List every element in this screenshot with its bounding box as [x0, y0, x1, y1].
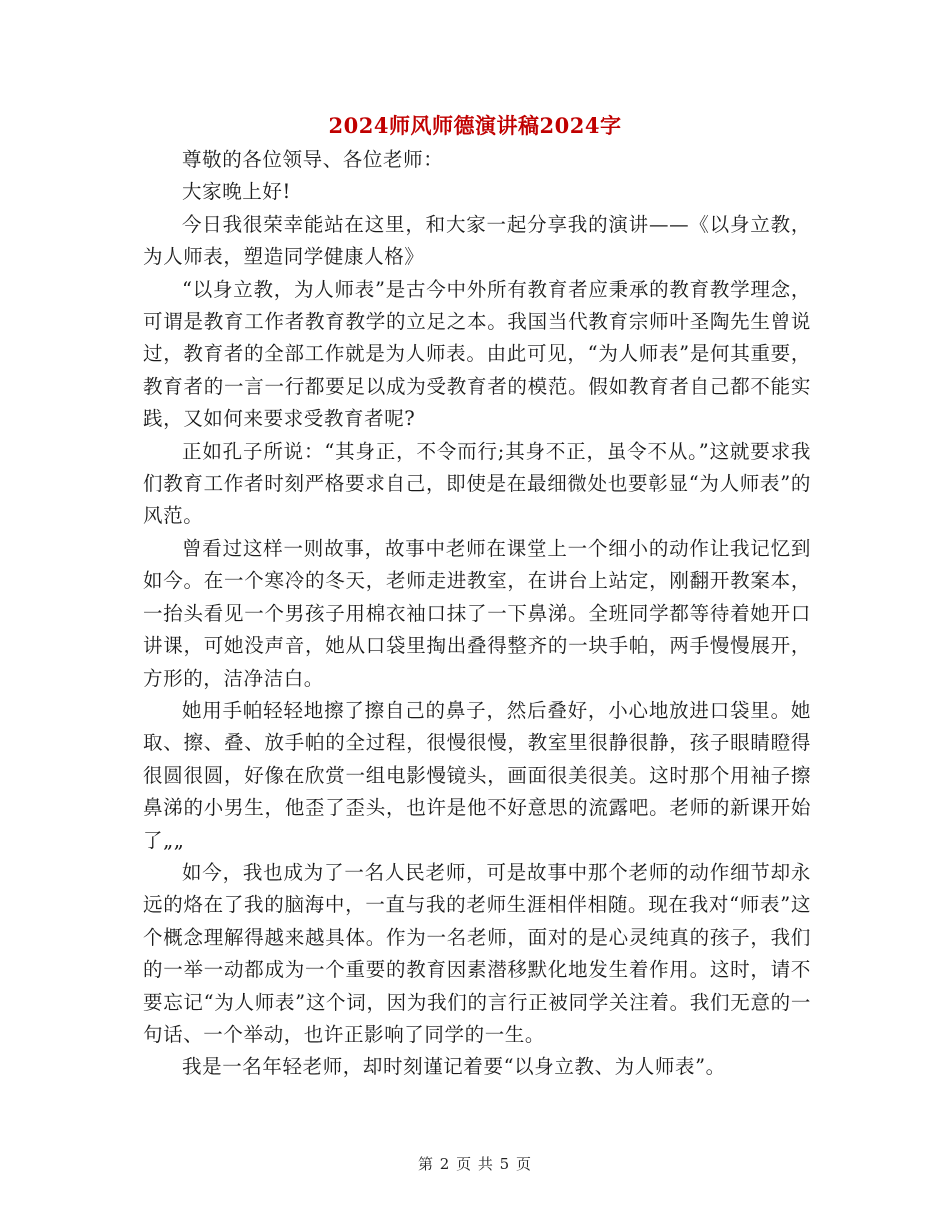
- document-title: 2024师风师德演讲稿2024字: [328, 113, 622, 138]
- page-number-footer: 第 2 页 共 5 页: [418, 1155, 532, 1173]
- paragraph-salutation: 尊敬的各位领导、各位老师：: [182, 148, 444, 171]
- document-body: [143, 144, 811, 1084]
- paragraph-handkerchief: 她用手帕轻轻地擦了擦自己的鼻子，然后叠好，小心地放进口袋里。她取、擦、叠、放手帕的全过程，很慢很慢，教室里很静很静，孩子眼睛瞪得很圆很圆，好像在欣赏一组电影慢镜头，画面很美很美。这时那个用袖子擦鼻涕的小男生，他歪了歪头，也许是他不好意思的流露吧。老师的新课开始了„„: [143, 698, 811, 852]
- paragraph-reflection: 如今，我也成为了一名人民老师，可是故事中那个老师的动作细节却永远的烙在了我的脑海中，一直与我的老师生涯相伴相随。现在我对“师表”这个概念理解得越来越具体。作为一名老师，面对的是心灵纯真的孩子，我们的一举一动都成为一个重要的教育因素潜移默化地发生着作用。这时，请不要忘记“为人师表”这个词，因为我们的言行正被同学关注着。我们无意的一句话、一个举动，也许正影响了同学的一生。: [143, 860, 811, 1046]
- paragraph-closing: 我是一名年轻老师，却时刻谨记着要“以身立教、为人师表”。: [182, 1055, 726, 1079]
- paragraph-philosophy: “以身立教，为人师表”是古今中外所有教育者应秉承的教育教学理念，可谓是教育工作者教育教学的立足之本。我国当代教育宗师叶圣陶先生曾说过，教育者的全部工作就是为人师表。由此可见，“为人师表”是何其重要，教育者的一言一行都要足以成为受教育者的模范。假如教育者自己都不能实践，又如何来要求受教育者呢?: [143, 277, 811, 431]
- paragraph-intro: 今日我很荣幸能站在这里，和大家一起分享我的演讲——《以身立教，为人师表，塑造同学健康人格》: [143, 212, 811, 269]
- paragraph-greeting: 大家晚上好!: [182, 180, 291, 204]
- paragraph-confucius: 正如孔子所说：“其身正，不令而行;其身不正，虽令不从。”这就要求我们教育工作者时刻严格要求自己，即使是在最细微处也要彰显“为人师表”的风范。: [143, 439, 811, 528]
- paragraph-story: 曾看过这样一则故事，故事中老师在课堂上一个细小的动作让我记忆到如今。在一个寒冷的冬天，老师走进教室，在讲台上站定，刚翻开教案本，一抬头看见一个男孩子用棉衣袖口抹了一下鼻涕。全班同学都等待着她开口讲课，可她没声音，她从口袋里掏出叠得整齐的一块手帕，两手慢慢展开，方形的，洁净洁白。: [143, 536, 811, 690]
